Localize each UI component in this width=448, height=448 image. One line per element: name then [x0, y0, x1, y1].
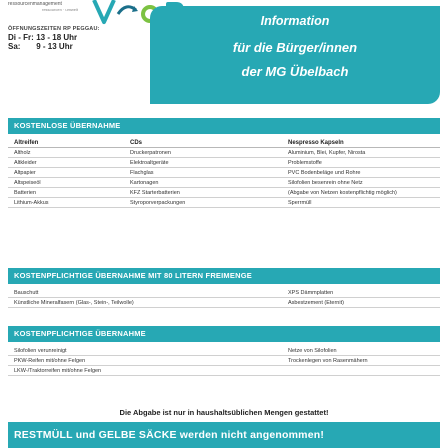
table-cell: Altholz	[14, 150, 31, 156]
table-row	[8, 168, 440, 178]
table-cell: Druckerpatronen	[130, 150, 171, 156]
free-items-table	[8, 138, 440, 208]
table-cell: Batterien	[14, 190, 37, 196]
table-row	[8, 356, 440, 366]
information-line-2: der MG Übelbach	[241, 64, 349, 79]
table-row	[8, 158, 440, 168]
page-header	[0, 0, 448, 112]
opening-hours	[8, 26, 128, 51]
table-row	[8, 148, 440, 158]
table-cell: XPS Dämmplatten	[288, 290, 334, 296]
footer-warning: RESTMÜLL und GELBE SÄCKE werden nicht angenommen!	[8, 422, 440, 448]
table-row	[8, 298, 440, 308]
table-header-row	[8, 138, 440, 148]
table-cell: Trockenlegen von Rasenmähern	[288, 358, 368, 364]
table-cell: PVC Bodenbeläge und Rohre	[288, 170, 361, 176]
table-cell: Altspeiseöl	[14, 180, 41, 186]
table-cell: Sperrmüll	[288, 200, 312, 206]
table-row	[8, 288, 440, 298]
table-cell: Aluminium, Blei, Kupfer, Nirosta	[288, 150, 366, 156]
table-cell: Asbestzement (Eternit)	[288, 300, 344, 306]
table-cell: Silofolien verunreinigt	[14, 348, 67, 354]
information-line-1: für die Bürger/innen	[232, 40, 358, 55]
table-row	[8, 346, 440, 356]
table-cell: Problemstoffe	[288, 160, 322, 166]
table-cell: Silofolien besenrein ohne Netz	[288, 180, 363, 186]
table-row	[8, 178, 440, 188]
paid-items-table	[8, 346, 440, 376]
table-row	[8, 366, 440, 376]
table-row	[8, 188, 440, 198]
opening-time: 13 - 18 Uhr	[36, 33, 78, 42]
opening-hours-label: ÖFFNUNGSZEITEN RP PEGGAU:	[8, 26, 100, 32]
opening-day: Sa:	[8, 42, 21, 51]
opening-hours-row	[8, 33, 128, 42]
table-cell: Bauschutt	[14, 290, 39, 296]
brand-name: ressourcenmanagement	[8, 1, 62, 7]
table-cell: Styroporverpackungen	[130, 200, 186, 206]
table-cell: Altkleider	[14, 160, 37, 166]
section-paid-title: KOSTENPFLICHTIGE ÜBERNAHME	[8, 326, 440, 342]
section-free-title: KOSTENLOSE ÜBERNAHME	[8, 118, 440, 134]
opening-time: 9 - 13 Uhr	[36, 42, 73, 51]
table-cell: Netze von Silofolien	[288, 348, 337, 354]
table-cell: Kartonagen	[130, 180, 159, 186]
section-paid-freemenge-title: KOSTENPFLICHTIGE ÜBERNAHME MIT 80 LITERN FREIMENGE	[8, 268, 440, 284]
information-banner	[150, 6, 440, 104]
table-cell: Künstliche Mineralfasern (Glas-, Stein-, Teilwolle)	[14, 300, 134, 306]
table-cell: PKW-Reifen mit/ohne Felgen	[14, 358, 86, 364]
information-title: Information	[260, 14, 330, 28]
table-cell: CDs	[130, 140, 143, 146]
table-cell: Lithium-Akkus	[14, 200, 49, 206]
table-cell: (Abgabe von Netzen kostenpflichtig möglich)	[288, 190, 397, 196]
paid-freemenge-table	[8, 288, 440, 308]
quantity-note: Die Abgabe ist nur in haushaltsüblichen Mengen gestattet!	[119, 408, 329, 417]
opening-day: Di - Fr:	[8, 33, 34, 42]
table-cell: KFZ Starterbatterien	[130, 190, 180, 196]
opening-hours-row	[8, 42, 128, 51]
table-cell: LKW-/Traktorreifen mit/ohne Felgen	[14, 368, 102, 374]
table-cell: Nespresso Kapseln	[288, 140, 344, 146]
table-cell: Elektroaltgeräte	[130, 160, 169, 166]
table-cell: Altreifen	[14, 140, 39, 146]
table-cell: Altpapier	[14, 170, 36, 176]
table-cell: Flachglas	[130, 170, 154, 176]
brand-subline: ressourcen · umwelt	[42, 7, 79, 12]
table-row	[8, 198, 440, 208]
